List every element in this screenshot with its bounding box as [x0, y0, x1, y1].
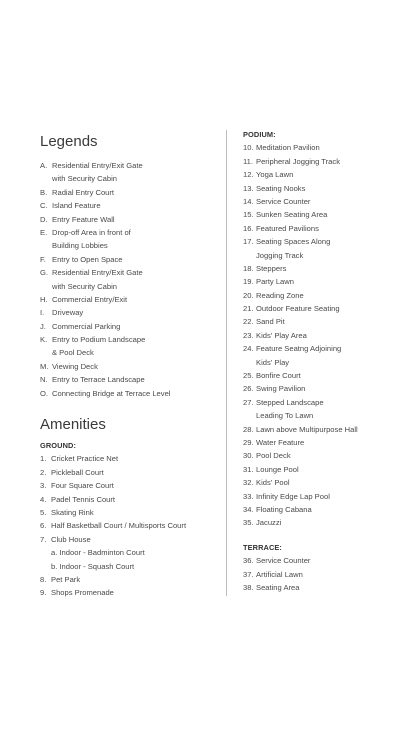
item-key: 34. — [243, 504, 254, 514]
item-key: 26. — [243, 384, 254, 394]
item-key: C. — [40, 201, 48, 211]
list-item — [243, 155, 408, 168]
item-label: Residential Entry/Exit Gate — [52, 268, 143, 278]
list-item — [243, 195, 408, 208]
list-item — [40, 186, 218, 199]
list-item — [243, 554, 408, 567]
item-continuation: with Security Cabin — [52, 174, 117, 184]
item-key: 24. — [243, 344, 254, 354]
list-item — [243, 235, 408, 248]
list-item — [243, 369, 408, 382]
item-label: Club House — [51, 534, 91, 544]
item-key: 38. — [243, 582, 254, 592]
item-key: 29. — [243, 437, 254, 447]
item-key: 12. — [243, 170, 254, 180]
list-item — [40, 213, 218, 226]
item-label: Stepped Landscape — [256, 397, 324, 407]
list-item — [243, 302, 408, 315]
item-key: 6. — [40, 521, 47, 531]
item-label: Reading Zone — [256, 290, 304, 300]
item-key: 27. — [243, 397, 254, 407]
list-item — [243, 396, 408, 409]
item-label: Water Feature — [256, 437, 305, 447]
list-item — [243, 315, 408, 328]
item-key: 9. — [40, 588, 47, 598]
list-item — [40, 479, 218, 492]
item-label: Four Square Court — [51, 481, 114, 491]
item-key: H. — [40, 294, 48, 304]
item-key: 17. — [243, 237, 254, 247]
list-item — [243, 222, 408, 235]
list-item — [243, 329, 408, 342]
item-key: 18. — [243, 263, 254, 273]
item-continuation: with Security Cabin — [52, 281, 117, 291]
item-label: Seating Nooks — [256, 183, 306, 193]
list-item — [243, 275, 408, 288]
item-label: Residential Entry/Exit Gate — [52, 161, 143, 170]
item-key: 14. — [243, 196, 254, 206]
item-label: Kids' Pool — [256, 478, 290, 488]
item-continuation: Jogging Track — [256, 250, 304, 260]
list-item — [243, 581, 408, 594]
list-item — [40, 306, 218, 319]
item-key: 32. — [243, 478, 254, 488]
item-label: Infinity Edge Lap Pool — [256, 491, 330, 501]
list-item — [243, 449, 408, 462]
podium-list — [243, 141, 408, 529]
list-item — [243, 436, 408, 449]
list-item — [243, 182, 408, 195]
item-key: 5. — [40, 507, 47, 517]
item-key: O. — [40, 388, 49, 398]
item-label: Sunken Seating Area — [256, 210, 328, 220]
list-item — [243, 289, 408, 302]
item-key: 13. — [243, 183, 254, 193]
list-item — [243, 516, 408, 529]
item-label: Entry to Terrace Landscape — [52, 375, 145, 385]
item-label: Featured Pavilions — [256, 223, 319, 233]
list-item — [40, 533, 218, 546]
item-label: Half Basketball Court / Multisports Court — [51, 521, 187, 531]
item-label: Skating Rink — [51, 507, 94, 517]
item-label: Entry to Podium Landscape — [52, 335, 146, 345]
list-item — [243, 208, 408, 221]
item-key: 20. — [243, 290, 254, 300]
item-label: Padel Tennis Court — [51, 494, 116, 504]
item-key: N. — [40, 375, 48, 385]
item-key: A. — [40, 161, 48, 170]
item-label: Bonfire Court — [256, 371, 301, 381]
list-item — [40, 452, 218, 465]
list-item — [40, 293, 218, 306]
right-column — [243, 128, 408, 594]
item-label: Lounge Pool — [256, 464, 299, 474]
item-continuation: Building Lobbies — [52, 241, 108, 251]
item-key: 23. — [243, 330, 254, 340]
list-item — [243, 168, 408, 181]
item-key: 16. — [243, 223, 254, 233]
item-key: 25. — [243, 371, 254, 381]
list-item — [40, 586, 218, 599]
terrace-heading: TERRACE: — [243, 542, 282, 552]
list-item — [40, 159, 218, 172]
item-label: Party Lawn — [256, 277, 294, 287]
list-item — [243, 342, 408, 355]
column-divider — [226, 130, 227, 596]
item-label: Pool Deck — [256, 451, 291, 461]
item-key: 37. — [243, 569, 254, 579]
item-label: Seating Area — [256, 582, 300, 592]
item-key: 15. — [243, 210, 254, 220]
item-label: Floating Cabana — [256, 504, 312, 514]
list-item — [40, 320, 218, 333]
item-label: Outdoor Feature Seating — [256, 304, 340, 314]
item-label: Entry to Open Space — [52, 254, 123, 264]
list-item — [40, 266, 218, 279]
item-label: Shops Promenade — [51, 588, 114, 598]
item-key: D. — [40, 214, 48, 224]
item-label: Pickleball Court — [51, 467, 104, 477]
item-key: G. — [40, 268, 49, 278]
list-item — [243, 568, 408, 581]
legends-list — [40, 159, 218, 400]
item-key: 33. — [243, 491, 254, 501]
item-label: Service Counter — [256, 556, 311, 566]
item-key: 21. — [243, 304, 254, 314]
item-key: 10. — [243, 143, 254, 153]
item-key: 31. — [243, 464, 254, 474]
item-label: Service Counter — [256, 196, 311, 206]
item-key: 3. — [40, 481, 47, 491]
item-key: E. — [40, 227, 48, 237]
item-key: M. — [40, 361, 49, 371]
amenities-title: Amenities — [40, 416, 106, 434]
item-key: 19. — [243, 277, 254, 287]
item-label: Commercial Entry/Exit — [52, 294, 128, 304]
list-item — [40, 506, 218, 519]
item-label: Steppers — [256, 263, 287, 273]
item-key: B. — [40, 187, 48, 197]
item-key: 1. — [40, 454, 47, 464]
item-label: Viewing Deck — [52, 361, 98, 371]
legends-title: Legends — [40, 133, 98, 150]
list-item — [243, 141, 408, 154]
item-key: J. — [40, 321, 46, 331]
item-label: Island Feature — [52, 201, 101, 211]
item-label: Pet Park — [51, 574, 81, 584]
item-label: Driveway — [52, 308, 84, 318]
item-label: Commercial Parking — [52, 321, 121, 331]
item-key: K. — [40, 335, 48, 345]
list-item — [243, 423, 408, 436]
item-continuation: Leading To Lawn — [256, 411, 314, 421]
ground-list — [40, 452, 218, 599]
item-label: Feature Seatng Adjoining — [256, 344, 342, 354]
list-item — [243, 490, 408, 503]
item-label: Peripheral Jogging Track — [256, 156, 340, 166]
item-label: Artificial Lawn — [256, 569, 303, 579]
item-label: Kids' Play Area — [256, 330, 307, 340]
list-item — [40, 253, 218, 266]
item-label: Seating Spaces Along — [256, 237, 331, 247]
list-item — [40, 387, 218, 400]
item-label: Connecting Bridge at Terrace Level — [52, 388, 171, 398]
item-key: 4. — [40, 494, 47, 504]
list-item — [243, 382, 408, 395]
list-item — [40, 360, 218, 373]
item-key: 7. — [40, 534, 47, 544]
sub-list-item: b. Indoor - Squash Court — [51, 561, 135, 571]
list-item — [40, 573, 218, 586]
item-key: I. — [40, 308, 45, 318]
item-label: Lawn above Multipurpose Hall — [256, 424, 358, 434]
item-label: Yoga Lawn — [256, 170, 294, 180]
list-item — [40, 333, 218, 346]
item-label: Jacuzzi — [256, 518, 282, 528]
list-item — [243, 463, 408, 476]
ground-heading: GROUND: — [40, 441, 77, 451]
list-item — [243, 262, 408, 275]
item-key: 11. — [243, 156, 253, 166]
list-item — [40, 519, 218, 532]
list-item — [243, 476, 408, 489]
item-key: 28. — [243, 424, 254, 434]
item-key: 35. — [243, 518, 254, 528]
item-label: Entry Feature Wall — [52, 214, 115, 224]
item-key: 22. — [243, 317, 254, 327]
podium-heading: PODIUM: — [243, 130, 276, 139]
item-continuation: Kids' Play — [256, 357, 290, 367]
list-item — [40, 373, 218, 386]
item-continuation: & Pool Deck — [52, 348, 94, 358]
left-column — [40, 128, 218, 600]
list-item — [40, 493, 218, 506]
item-label: Drop-off Area in front of — [52, 227, 131, 237]
list-item — [40, 226, 218, 239]
item-label: Sand Pit — [256, 317, 285, 327]
item-label: Radial Entry Court — [52, 187, 115, 197]
sub-list-item: a. Indoor - Badminton Court — [51, 548, 145, 558]
item-label: Cricket Practice Net — [51, 454, 119, 464]
item-key: 36. — [243, 556, 254, 566]
item-label: Swing Pavilion — [256, 384, 306, 394]
item-key: 8. — [40, 574, 47, 584]
list-item — [40, 466, 218, 479]
item-key: 2. — [40, 467, 47, 477]
terrace-list — [243, 554, 408, 594]
item-key: F. — [40, 254, 46, 264]
item-label: Meditation Pavilion — [256, 143, 320, 153]
list-item — [243, 503, 408, 516]
item-key: 30. — [243, 451, 254, 461]
list-item — [40, 199, 218, 212]
